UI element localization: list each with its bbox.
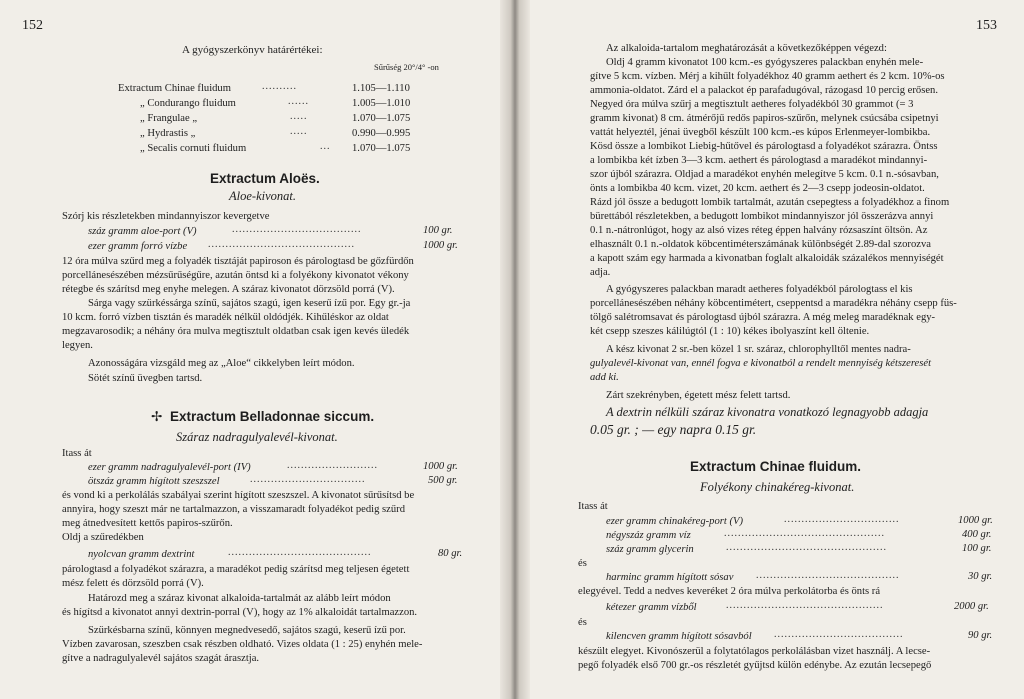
- text-line: legyen.: [62, 340, 93, 351]
- text-line: A kész kivonat 2 sr.-ben közel 1 sr. száraz, chlorophylltől mentes nadra-: [606, 344, 911, 355]
- ingredient-amount: 400 gr.: [962, 529, 992, 540]
- text-line: 0.1 n.-nátronlúgot, hogy az alsó vizes réteg éppen halvány rózsaszínt öltsön. Az: [590, 225, 928, 236]
- text-line: szor újból szárazra. Oldjad a maradékot enyhén melegítve 5 kcm. 0.1 n.-sósavban,: [590, 169, 939, 180]
- leader-dots: ..........................: [287, 460, 378, 471]
- section-subtitle-belladonna: Száraz nadragulyalevél-kivonat.: [176, 430, 338, 444]
- text-line: A gyógyszeres palackban maradt aetheres folyadékból párologtass el kis: [606, 284, 913, 295]
- leader-dots: .........................................: [756, 570, 900, 581]
- text-line: ammonia-oldatot. Zárd el a palackot ép parafadugóval, rázogasd 10 percig erősen.: [590, 85, 938, 96]
- text-line: mész felett és dörzsöld porrá (V).: [62, 578, 204, 589]
- text-line: vattát helyeztél, jénai üvegből készült 100 kcm.-es kúpos Erlenmeyer-lombikba.: [590, 127, 931, 138]
- text-line: adja.: [590, 267, 611, 278]
- ingredient-label: ezer gramm forró vízbe: [88, 241, 188, 252]
- chinae-intro: Itass át: [578, 501, 608, 512]
- belladonna-intro: Itass át: [62, 448, 92, 459]
- ingredient-label: száz gramm aloe-port (V): [88, 226, 197, 237]
- text-line: rétegbe és szárítsd meg enyhe melegen. A száraz kivonatot dörzsöld porrá (V).: [62, 284, 395, 295]
- text-line: két csepp szeszes kálilúgtól (1 : 10) kékes ibolyaszínt kell öltenie.: [590, 326, 870, 337]
- text-line: Oldj a szűredékben: [62, 532, 144, 543]
- text-line: gítve 5 kcm. vízben. Mérj a kihűlt folyadékhoz 40 gramm aethert és 2 kcm. 10%-os: [590, 71, 945, 82]
- table-row-value: 0.990—0.995: [352, 128, 411, 139]
- ingredient-amount: 500 gr.: [428, 475, 458, 486]
- leader-dots: .....: [290, 111, 308, 122]
- text-line: Oldj 4 gramm kivonatot 100 kcm.-es gyógyszeres palackban enyhén mele-: [606, 57, 924, 68]
- max-dose-values: 0.05 gr. ; — egy napra 0.15 gr.: [590, 422, 757, 437]
- cross-icon: ✢: [151, 409, 163, 424]
- ingredient-amount: 30 gr.: [968, 571, 993, 582]
- section-subtitle-aloe: Aloe-kivonat.: [229, 189, 296, 203]
- ingredient-amount: 80 gr.: [438, 548, 463, 559]
- table-row-name: „ Secalis cornuti fluidum: [140, 143, 247, 154]
- text-line: önts a lombikba 40 kcm. vizet, 20 kcm. aethert és 2—3 csepp jodeosin-oldatot.: [590, 183, 925, 194]
- ingredient-amount: 100 gr.: [423, 225, 453, 236]
- leader-dots: .................................: [250, 474, 366, 485]
- table-row-value: 1.005—1.010: [352, 98, 411, 109]
- ingredient-label: ezer gramm chinakéreg-port (V): [606, 516, 743, 527]
- page-number: 152: [22, 18, 43, 33]
- text-line: Vízben zavarosan, szeszben csak részben oldható. Vizes oldata (1 : 25) enyhén mele-: [62, 639, 423, 650]
- leader-dots: .........................................: [228, 547, 372, 558]
- text-line: a kapott szám egy harmada a kivonatban foglalt alkaloidák százalékos mennyiségét: [590, 253, 944, 264]
- leader-dots: .....................................: [774, 629, 904, 640]
- text-line: gulyalevél-kivonat van, ennél fogva e kivonatból a rendelt mennyiség kétszeresét: [590, 358, 932, 369]
- page-number: 153: [976, 18, 997, 33]
- book-gutter: [500, 0, 530, 699]
- text-line: a lombikba két ízben 3—3 kcm. aethert és párologtasd a maradékot mindannyi-: [590, 155, 928, 166]
- text-line: tölgő salétromsavat és párologtasd újból szárazra. A még meleg maradéknak egy-: [590, 312, 936, 323]
- text-line: bürettából részletekben, a bedugott lombikot mindannyiszor jól összerázva annyi: [590, 211, 934, 222]
- text-line: Sötét színű üvegben tartsd.: [88, 373, 203, 384]
- text-line: Szürkésbarna színű, könnyen megnedvesedő, sajátos szagú, keserű ízű por.: [88, 625, 406, 636]
- ingredient-amount: 2000 gr.: [954, 601, 989, 612]
- leader-dots: .............................................: [726, 600, 884, 611]
- section-title-aloe: Extractum Aloës.: [210, 171, 320, 186]
- ingredient-amount: 1000 gr.: [958, 515, 993, 526]
- leader-dots: ......: [288, 96, 309, 107]
- ingredient-label: ötszáz gramm hígított szeszszel: [88, 476, 220, 487]
- ingredient-label: négyszáz gramm víz: [606, 530, 691, 541]
- text-line: 10 kcm. forró vízben tisztán és maradék nélkül oldódjék. Kihűléskor az oldat: [62, 312, 389, 323]
- leader-dots: ..............................................: [726, 542, 887, 553]
- leader-dots: ..........: [262, 81, 297, 92]
- leader-dots: ..............................................: [724, 528, 885, 539]
- ingredient-amount: 1000 gr.: [423, 240, 458, 251]
- text-line: Az alkaloida-tartalom meghatározását a következőképpen végezd:: [606, 43, 887, 54]
- text-line: és hígítsd a kivonatot annyi dextrin-porral (V), hogy az 1% alkaloidát tartalmazzon.: [62, 607, 418, 618]
- leader-dots: ...: [320, 141, 331, 152]
- text-line: Kösd össze a lombikot Liebig-hűtővel és párologtasd a folyadékot szárazra. Öntss: [590, 141, 938, 152]
- aloe-intro: Szórj kis részletekben mindannyiszor kevergetve: [62, 211, 270, 222]
- text-line: párologtasd a folyadékot szárazra, a maradékot pedig szárítsd meg teljesen égetett: [62, 564, 410, 575]
- table-row-name: „ Hydrastis „: [140, 128, 196, 139]
- text-line: porcellánesészében néhány köbcentimétert, cseppentsd a maradékra néhány csepp füs-: [590, 298, 957, 309]
- text-line: gítve a nadragulyalevél sajátos szagát árasztja.: [62, 653, 260, 664]
- ingredient-label: kilencven gramm hígított sósavból: [606, 631, 752, 642]
- table-row-value: 1.105—1.110: [352, 83, 410, 94]
- text-line: megzavarosodik; a néhány óra mulva megtisztult oldatban csak igen kevés üledék: [62, 326, 410, 337]
- ingredient-label: száz gramm glycerin: [606, 544, 694, 555]
- text-line: Sárga vagy szürkéssárga színű, sajátos szagú, igen keserű ízű por. Egy gr.-ja: [88, 298, 411, 309]
- text-line: és vond ki a perkolálás szabályai szerint hígított szeszszel. A kivonatot sűrűsítsd be: [62, 490, 415, 501]
- conjunction-and: és: [578, 558, 587, 569]
- max-dose-note: A dextrin nélküli száraz kivonatra vonatkozó legnagyobb adagja: [606, 405, 929, 419]
- ingredient-amount: 1000 gr.: [423, 461, 458, 472]
- ingredient-label: nyolcvan gramm dextrint: [88, 549, 195, 560]
- text-line: Azonosságára vizsgáld meg az „Aloe“ cikkelyben leírt módon.: [88, 358, 355, 369]
- text-line: Zárt szekrényben, égetett mész felett tartsd.: [606, 390, 791, 401]
- leader-dots: .................................: [784, 514, 900, 525]
- section-title-belladonna: Extractum Belladonnae siccum.: [170, 409, 375, 424]
- ingredient-amount: 100 gr.: [962, 543, 992, 554]
- table-row-value: 1.070—1.075: [352, 143, 411, 154]
- right-page: [530, 0, 1024, 699]
- text-line: porcellánesészében mézsűrűségűre, azután öntsd ki a folyékony kivonatot vékony: [62, 270, 409, 281]
- density-label: Sűrűség 20°/4° -on: [374, 62, 439, 72]
- table-row-name: „ Condurango fluidum: [140, 98, 236, 109]
- leader-dots: .....................................: [232, 224, 362, 235]
- left-page: [0, 0, 500, 699]
- leader-dots: .....: [290, 126, 308, 137]
- ingredient-amount: 90 gr.: [968, 630, 993, 641]
- text-line: add ki.: [590, 372, 619, 383]
- section-title-chinae: Extractum Chinae fluidum.: [690, 459, 862, 474]
- ingredient-label: kétezer gramm vízből: [606, 602, 697, 613]
- conjunction-and: és: [578, 617, 587, 628]
- text-line: elegyével. Tedd a nedves keveréket 2 óra múlva perkolátorba és önts rá: [578, 586, 881, 597]
- text-line: készült elegyet. Kivonószerül a folytatólagos perkolálásban vizet használj. A lecse-: [578, 646, 931, 657]
- text-line: 12 óra múlva szűrd meg a folyadék tisztáját papiroson és párologtasd be gőzfürdőn: [62, 256, 414, 267]
- table-row-name: „ Frangulae „: [140, 113, 198, 124]
- table-row-value: 1.070—1.075: [352, 113, 411, 124]
- text-line: pegő folyadék első 700 gr.-os részletét gyűjtsd külön edénybe. Az ezután lecsepegő: [578, 660, 932, 671]
- leader-dots: ..........................................: [208, 239, 355, 250]
- text-line: gramm kivonat) 8 cm. átmérőjű redős papiros-szűrőn, melynek csúcsába csipetnyi: [590, 113, 939, 124]
- text-line: annyira, hogy szeszt már ne tartalmazzon, a visszamaradt folyadékot pedig szűrd: [62, 504, 405, 515]
- text-line: Negyed óra múlva szűrj a megtisztult aetheres folyadékból 30 grammot (= 3: [590, 99, 914, 110]
- text-line: elhasznált 0.1 n.-oldatok köbcentiméterszámának különbségét 2.89-dal szorozva: [590, 239, 931, 250]
- ingredient-label: ezer gramm nadragulyalevél-port (IV): [88, 462, 251, 473]
- ingredient-label: harminc gramm hígított sósav: [606, 572, 734, 583]
- text-line: Határozd meg a száraz kivonat alkaloida-tartalmát az alább leírt módon: [88, 593, 391, 604]
- text-line: Rázd jól össze a bedugott lombik tartalmát, azután csepegtess a folyadékhoz a finom: [590, 197, 950, 208]
- section-subtitle-chinae: Folyékony chinakéreg-kivonat.: [700, 480, 855, 494]
- table-heading: A gyógyszerkönyv határértékei:: [182, 44, 323, 56]
- table-row-name: Extractum Chinae fluidum: [118, 83, 231, 94]
- text-line: meg átnedvesített kettős papiros-szűrőn.: [62, 518, 233, 529]
